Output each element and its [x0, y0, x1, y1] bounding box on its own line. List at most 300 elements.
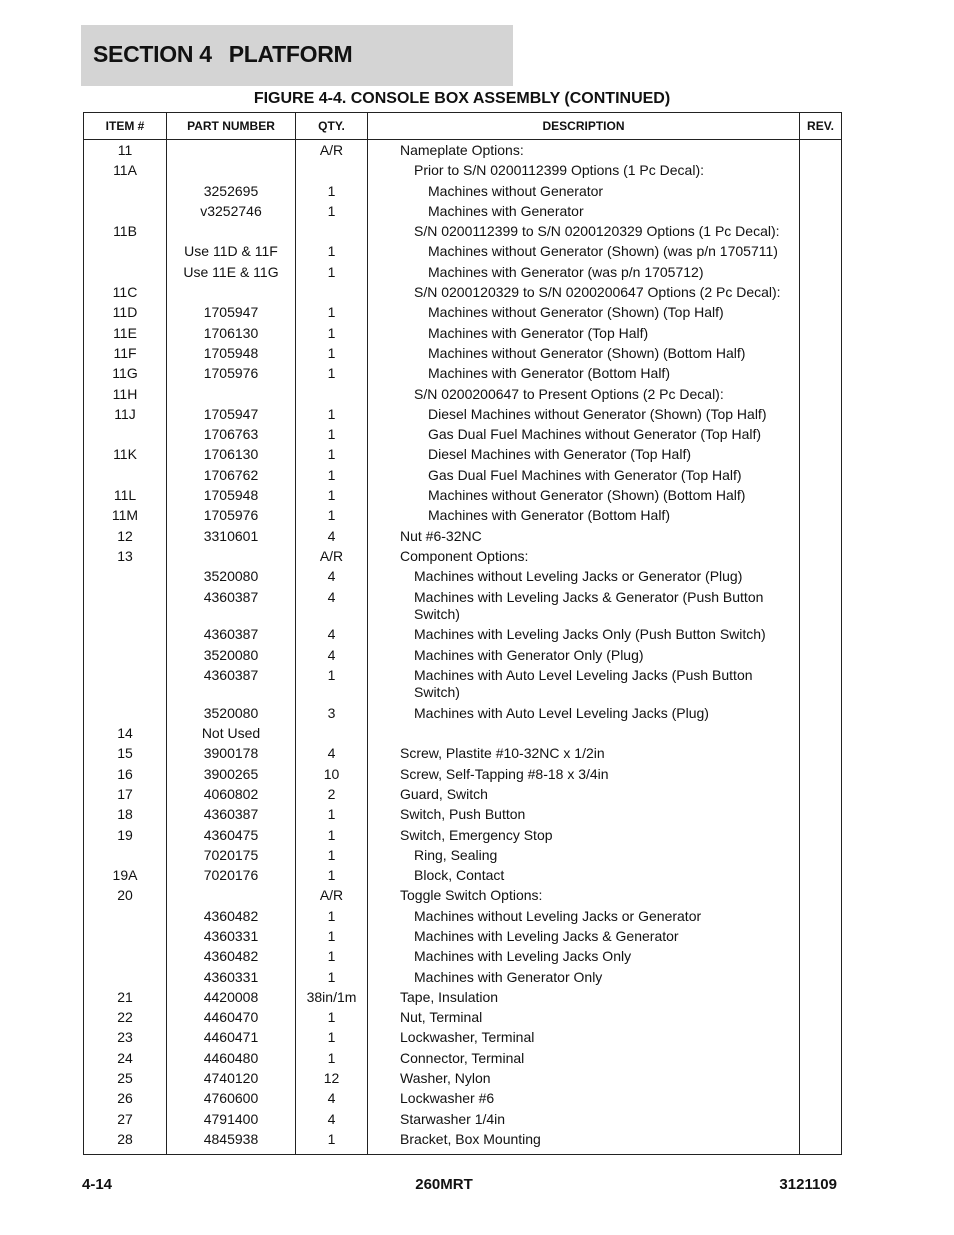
- item-number-cell: 16: [84, 766, 167, 786]
- description-cell: Machines without Generator: [368, 183, 800, 203]
- rev-cell: [800, 406, 842, 426]
- part-number-cell: 4360482: [167, 948, 296, 968]
- description-cell: Machines with Leveling Jacks & Generator: [368, 928, 800, 948]
- table-row: [84, 507, 842, 527]
- part-number-cell: 3252695: [167, 183, 296, 203]
- table-row: [84, 928, 842, 948]
- qty-cell: 4: [296, 568, 368, 588]
- rev-cell: [800, 1009, 842, 1029]
- description-cell: Switch, Push Button: [368, 806, 800, 826]
- part-number-cell: 3310601: [167, 528, 296, 548]
- item-number-cell: 13: [84, 548, 167, 568]
- part-number-cell: 3900265: [167, 766, 296, 786]
- description-cell: Nut, Terminal: [368, 1009, 800, 1029]
- table-row: [84, 140, 842, 163]
- part-number-cell: v3252746: [167, 203, 296, 223]
- part-number-cell: Use 11D & 11F: [167, 243, 296, 263]
- rev-cell: [800, 589, 842, 627]
- rev-cell: [800, 264, 842, 284]
- table-row: [84, 745, 842, 765]
- rev-cell: [800, 948, 842, 968]
- description-cell: Starwasher 1/4in: [368, 1111, 800, 1131]
- part-number-cell: 1705948: [167, 345, 296, 365]
- table-row: [84, 365, 842, 385]
- rev-cell: [800, 386, 842, 406]
- qty-cell: 1: [296, 1009, 368, 1029]
- table-row: [84, 766, 842, 786]
- qty-cell: A/R: [296, 548, 368, 568]
- item-number-cell: 11J: [84, 406, 167, 426]
- rev-cell: [800, 989, 842, 1009]
- qty-cell: [296, 223, 368, 243]
- description-cell: Machines without Generator (Shown) (Bottom Half): [368, 345, 800, 365]
- qty-cell: 1: [296, 365, 368, 385]
- table-row: [84, 969, 842, 989]
- description-cell: Machines without Generator (Shown) (Bottom Half): [368, 487, 800, 507]
- column-header-description: DESCRIPTION: [368, 113, 800, 140]
- item-number-cell: 11L: [84, 487, 167, 507]
- rev-cell: [800, 1131, 842, 1155]
- description-cell: Gas Dual Fuel Machines with Generator (Top Half): [368, 467, 800, 487]
- item-number-cell: [84, 969, 167, 989]
- table-row: [84, 203, 842, 223]
- rev-cell: [800, 548, 842, 568]
- qty-cell: [296, 725, 368, 745]
- description-cell: Machines with Leveling Jacks Only: [368, 948, 800, 968]
- table-row: [84, 548, 842, 568]
- item-number-cell: 19: [84, 827, 167, 847]
- qty-cell: [296, 162, 368, 182]
- part-number-cell: 1706130: [167, 325, 296, 345]
- item-number-cell: 20: [84, 887, 167, 907]
- item-number-cell: 18: [84, 806, 167, 826]
- table-row: [84, 223, 842, 243]
- section-header: [81, 25, 513, 86]
- column-header-part-number: PART NUMBER: [167, 113, 296, 140]
- description-cell: Lockwasher #6: [368, 1090, 800, 1110]
- table-row: [84, 467, 842, 487]
- rev-cell: [800, 847, 842, 867]
- qty-cell: 3: [296, 705, 368, 725]
- qty-cell: 1: [296, 426, 368, 446]
- table-row: [84, 325, 842, 345]
- part-number-cell: 3520080: [167, 647, 296, 667]
- qty-cell: A/R: [296, 887, 368, 907]
- rev-cell: [800, 786, 842, 806]
- rev-cell: [800, 766, 842, 786]
- part-number-cell: 1705948: [167, 487, 296, 507]
- qty-cell: 1: [296, 325, 368, 345]
- part-number-cell: 3520080: [167, 705, 296, 725]
- description-cell: Machines without Leveling Jacks or Generator (Plug): [368, 568, 800, 588]
- column-header-rev: REV.: [800, 113, 842, 140]
- table-row: [84, 406, 842, 426]
- section-title: PLATFORM: [228, 41, 353, 67]
- item-number-cell: [84, 183, 167, 203]
- part-number-cell: 1706763: [167, 426, 296, 446]
- table-row: [84, 786, 842, 806]
- part-number-cell: 7020175: [167, 847, 296, 867]
- description-cell: Screw, Plastite #10-32NC x 1/2in: [368, 745, 800, 765]
- table-row: [84, 1131, 842, 1155]
- qty-cell: 1: [296, 487, 368, 507]
- rev-cell: [800, 223, 842, 243]
- description-cell: Gas Dual Fuel Machines without Generator (Top Half): [368, 426, 800, 446]
- qty-cell: 4: [296, 647, 368, 667]
- rev-cell: [800, 867, 842, 887]
- figure-title: FIGURE 4-4. CONSOLE BOX ASSEMBLY (CONTINUED): [253, 90, 671, 107]
- item-number-cell: 15: [84, 745, 167, 765]
- table-row: [84, 948, 842, 968]
- part-number-cell: [167, 284, 296, 304]
- description-cell: Component Options:: [368, 548, 800, 568]
- qty-cell: 1: [296, 264, 368, 284]
- description-cell: Tape, Insulation: [368, 989, 800, 1009]
- item-number-cell: 17: [84, 786, 167, 806]
- item-number-cell: 22: [84, 1009, 167, 1029]
- item-number-cell: 11: [84, 140, 167, 163]
- rev-cell: [800, 446, 842, 466]
- item-number-cell: 11K: [84, 446, 167, 466]
- rev-cell: [800, 745, 842, 765]
- table-row: [84, 908, 842, 928]
- rev-cell: [800, 969, 842, 989]
- item-number-cell: 19A: [84, 867, 167, 887]
- qty-cell: 1: [296, 304, 368, 324]
- qty-cell: [296, 386, 368, 406]
- part-number-cell: 4360387: [167, 589, 296, 627]
- part-number-cell: 4760600: [167, 1090, 296, 1110]
- rev-cell: [800, 507, 842, 527]
- rev-cell: [800, 887, 842, 907]
- rev-cell: [800, 705, 842, 725]
- part-number-cell: 4360331: [167, 969, 296, 989]
- qty-cell: 4: [296, 745, 368, 765]
- part-number-cell: 1705976: [167, 365, 296, 385]
- part-number-cell: [167, 140, 296, 163]
- table-row: [84, 446, 842, 466]
- table-body: [84, 140, 842, 1155]
- table-row: [84, 1111, 842, 1131]
- qty-cell: 1: [296, 345, 368, 365]
- table-row: [84, 264, 842, 284]
- qty-cell: 10: [296, 766, 368, 786]
- item-number-cell: 11F: [84, 345, 167, 365]
- part-number-cell: Not Used: [167, 725, 296, 745]
- part-number-cell: 3520080: [167, 568, 296, 588]
- description-cell: S/N 0200120329 to S/N 0200200647 Options (2 Pc Decal):: [368, 284, 800, 304]
- part-number-cell: Use 11E & 11G: [167, 264, 296, 284]
- rev-cell: [800, 725, 842, 745]
- item-number-cell: [84, 948, 167, 968]
- table-row: [84, 284, 842, 304]
- rev-cell: [800, 1090, 842, 1110]
- part-number-cell: 4845938: [167, 1131, 296, 1155]
- item-number-cell: [84, 626, 167, 646]
- item-number-cell: [84, 928, 167, 948]
- part-number-cell: 4060802: [167, 786, 296, 806]
- qty-cell: 1: [296, 406, 368, 426]
- table-row: [84, 345, 842, 365]
- description-cell: S/N 0200112399 to S/N 0200120329 Options (1 Pc Decal):: [368, 223, 800, 243]
- column-header-item: ITEM #: [84, 113, 167, 140]
- qty-cell: 1: [296, 203, 368, 223]
- part-number-cell: [167, 223, 296, 243]
- part-number-cell: 4460470: [167, 1009, 296, 1029]
- qty-cell: [296, 284, 368, 304]
- page-number: 4-14: [82, 1176, 113, 1193]
- rev-cell: [800, 487, 842, 507]
- qty-cell: 4: [296, 1111, 368, 1131]
- rev-cell: [800, 626, 842, 646]
- qty-cell: 1: [296, 507, 368, 527]
- item-number-cell: 11H: [84, 386, 167, 406]
- rev-cell: [800, 827, 842, 847]
- rev-cell: [800, 667, 842, 705]
- qty-cell: 1: [296, 467, 368, 487]
- item-number-cell: 28: [84, 1131, 167, 1155]
- item-number-cell: 11E: [84, 325, 167, 345]
- rev-cell: [800, 528, 842, 548]
- item-number-cell: [84, 589, 167, 627]
- table-row: [84, 1029, 842, 1049]
- part-number-cell: 1705947: [167, 304, 296, 324]
- description-cell: Screw, Self-Tapping #8-18 x 3/4in: [368, 766, 800, 786]
- item-number-cell: [84, 243, 167, 263]
- description-cell: Machines with Generator Only: [368, 969, 800, 989]
- table-row: [84, 1050, 842, 1070]
- item-number-cell: 21: [84, 989, 167, 1009]
- qty-cell: 1: [296, 243, 368, 263]
- description-cell: Machines with Auto Level Leveling Jacks (Plug): [368, 705, 800, 725]
- part-number-cell: 1705947: [167, 406, 296, 426]
- rev-cell: [800, 1050, 842, 1070]
- description-cell: Ring, Sealing: [368, 847, 800, 867]
- rev-cell: [800, 325, 842, 345]
- rev-cell: [800, 1111, 842, 1131]
- description-cell: Lockwasher, Terminal: [368, 1029, 800, 1049]
- rev-cell: [800, 1070, 842, 1090]
- rev-cell: [800, 647, 842, 667]
- table-row: [84, 827, 842, 847]
- qty-cell: 1: [296, 969, 368, 989]
- qty-cell: 1: [296, 183, 368, 203]
- rev-cell: [800, 203, 842, 223]
- part-number-cell: 1705976: [167, 507, 296, 527]
- description-cell: S/N 0200200647 to Present Options (2 Pc Decal):: [368, 386, 800, 406]
- part-number-cell: 4360475: [167, 827, 296, 847]
- description-cell: Machines with Leveling Jacks & Generator (Push Button Switch): [368, 589, 800, 627]
- item-number-cell: 11G: [84, 365, 167, 385]
- qty-cell: 4: [296, 528, 368, 548]
- item-number-cell: [84, 568, 167, 588]
- description-cell: Guard, Switch: [368, 786, 800, 806]
- model-name: 260MRT: [415, 1176, 473, 1193]
- description-cell: Machines without Leveling Jacks or Generator: [368, 908, 800, 928]
- rev-cell: [800, 183, 842, 203]
- description-cell: Machines without Generator (Shown) (Top Half): [368, 304, 800, 324]
- item-number-cell: 26: [84, 1090, 167, 1110]
- qty-cell: 38in/1m: [296, 989, 368, 1009]
- part-number-cell: [167, 162, 296, 182]
- item-number-cell: [84, 667, 167, 705]
- item-number-cell: [84, 847, 167, 867]
- description-cell: Connector, Terminal: [368, 1050, 800, 1070]
- qty-cell: A/R: [296, 140, 368, 163]
- part-number-cell: 4360387: [167, 806, 296, 826]
- qty-cell: 1: [296, 847, 368, 867]
- qty-cell: 1: [296, 446, 368, 466]
- description-cell: Nameplate Options:: [368, 140, 800, 163]
- item-number-cell: 23: [84, 1029, 167, 1049]
- part-number-cell: 4460471: [167, 1029, 296, 1049]
- part-number-cell: 4460480: [167, 1050, 296, 1070]
- qty-cell: 12: [296, 1070, 368, 1090]
- item-number-cell: 25: [84, 1070, 167, 1090]
- item-number-cell: 24: [84, 1050, 167, 1070]
- table-row: [84, 426, 842, 446]
- rev-cell: [800, 140, 842, 163]
- rev-cell: [800, 243, 842, 263]
- rev-cell: [800, 304, 842, 324]
- description-cell: Prior to S/N 0200112399 Options (1 Pc Decal):: [368, 162, 800, 182]
- description-cell: Bracket, Box Mounting: [368, 1131, 800, 1155]
- qty-cell: 2: [296, 786, 368, 806]
- table-row: [84, 1090, 842, 1110]
- section-number: SECTION 4: [93, 41, 212, 67]
- description-cell: Machines with Generator (Top Half): [368, 325, 800, 345]
- item-number-cell: 11A: [84, 162, 167, 182]
- table-row: [84, 806, 842, 826]
- description-cell: Washer, Nylon: [368, 1070, 800, 1090]
- qty-cell: 1: [296, 928, 368, 948]
- part-number-cell: 7020176: [167, 867, 296, 887]
- table-row: [84, 528, 842, 548]
- table-row: [84, 386, 842, 406]
- part-number-cell: [167, 386, 296, 406]
- table-row: [84, 1009, 842, 1029]
- table-row: [84, 304, 842, 324]
- rev-cell: [800, 162, 842, 182]
- qty-cell: 4: [296, 1090, 368, 1110]
- qty-cell: 4: [296, 626, 368, 646]
- description-cell: Machines with Leveling Jacks Only (Push Button Switch): [368, 626, 800, 646]
- table-row: [84, 183, 842, 203]
- table-row: [84, 162, 842, 182]
- qty-cell: 1: [296, 908, 368, 928]
- part-number-cell: [167, 887, 296, 907]
- rev-cell: [800, 426, 842, 446]
- item-number-cell: 12: [84, 528, 167, 548]
- description-cell: Diesel Machines without Generator (Shown) (Top Half): [368, 406, 800, 426]
- table-row: [84, 847, 842, 867]
- description-cell: Machines with Auto Level Leveling Jacks (Push Button Switch): [368, 667, 800, 705]
- item-number-cell: [84, 426, 167, 446]
- qty-cell: 1: [296, 1131, 368, 1155]
- description-cell: Machines with Generator (was p/n 1705712): [368, 264, 800, 284]
- part-number-cell: 3900178: [167, 745, 296, 765]
- table-header-row: [84, 113, 842, 140]
- description-cell: [368, 725, 800, 745]
- table-row: [84, 1070, 842, 1090]
- item-number-cell: 11D: [84, 304, 167, 324]
- column-header-qty: QTY.: [296, 113, 368, 140]
- item-number-cell: 11M: [84, 507, 167, 527]
- qty-cell: 1: [296, 948, 368, 968]
- description-cell: Machines with Generator: [368, 203, 800, 223]
- item-number-cell: [84, 647, 167, 667]
- qty-cell: 1: [296, 867, 368, 887]
- rev-cell: [800, 928, 842, 948]
- item-number-cell: 27: [84, 1111, 167, 1131]
- item-number-cell: 11C: [84, 284, 167, 304]
- table-row: [84, 626, 842, 646]
- part-number-cell: [167, 548, 296, 568]
- item-number-cell: [84, 203, 167, 223]
- description-cell: Nut #6-32NC: [368, 528, 800, 548]
- part-number-cell: 4360331: [167, 928, 296, 948]
- table-row: [84, 568, 842, 588]
- description-cell: Machines with Generator Only (Plug): [368, 647, 800, 667]
- parts-table: [83, 112, 842, 1155]
- part-number-cell: 1706130: [167, 446, 296, 466]
- qty-cell: 1: [296, 827, 368, 847]
- item-number-cell: [84, 705, 167, 725]
- rev-cell: [800, 1029, 842, 1049]
- rev-cell: [800, 908, 842, 928]
- qty-cell: 1: [296, 667, 368, 705]
- table-row: [84, 867, 842, 887]
- table-row: [84, 667, 842, 705]
- rev-cell: [800, 284, 842, 304]
- qty-cell: 1: [296, 806, 368, 826]
- rev-cell: [800, 568, 842, 588]
- part-number-cell: 4740120: [167, 1070, 296, 1090]
- part-number-cell: 4360387: [167, 626, 296, 646]
- table-row: [84, 243, 842, 263]
- description-cell: Block, Contact: [368, 867, 800, 887]
- qty-cell: 4: [296, 589, 368, 627]
- table-row: [84, 887, 842, 907]
- part-number-cell: 4791400: [167, 1111, 296, 1131]
- table-row: [84, 589, 842, 627]
- item-number-cell: [84, 264, 167, 284]
- table-row: [84, 989, 842, 1009]
- table-row: [84, 487, 842, 507]
- description-cell: Machines with Generator (Bottom Half): [368, 365, 800, 385]
- table-row: [84, 647, 842, 667]
- description-cell: Machines without Generator (Shown) (was p/n 1705711): [368, 243, 800, 263]
- qty-cell: 1: [296, 1050, 368, 1070]
- part-number-cell: 4360387: [167, 667, 296, 705]
- qty-cell: 1: [296, 1029, 368, 1049]
- table-row: [84, 705, 842, 725]
- description-cell: Diesel Machines with Generator (Top Half): [368, 446, 800, 466]
- rev-cell: [800, 467, 842, 487]
- description-cell: Machines with Generator (Bottom Half): [368, 507, 800, 527]
- part-number-cell: 4420008: [167, 989, 296, 1009]
- rev-cell: [800, 365, 842, 385]
- part-number-cell: 1706762: [167, 467, 296, 487]
- part-number-cell: 4360482: [167, 908, 296, 928]
- item-number-cell: 14: [84, 725, 167, 745]
- item-number-cell: [84, 908, 167, 928]
- rev-cell: [800, 806, 842, 826]
- document-number: 3121109: [779, 1176, 837, 1193]
- table-row: [84, 725, 842, 745]
- item-number-cell: [84, 467, 167, 487]
- rev-cell: [800, 345, 842, 365]
